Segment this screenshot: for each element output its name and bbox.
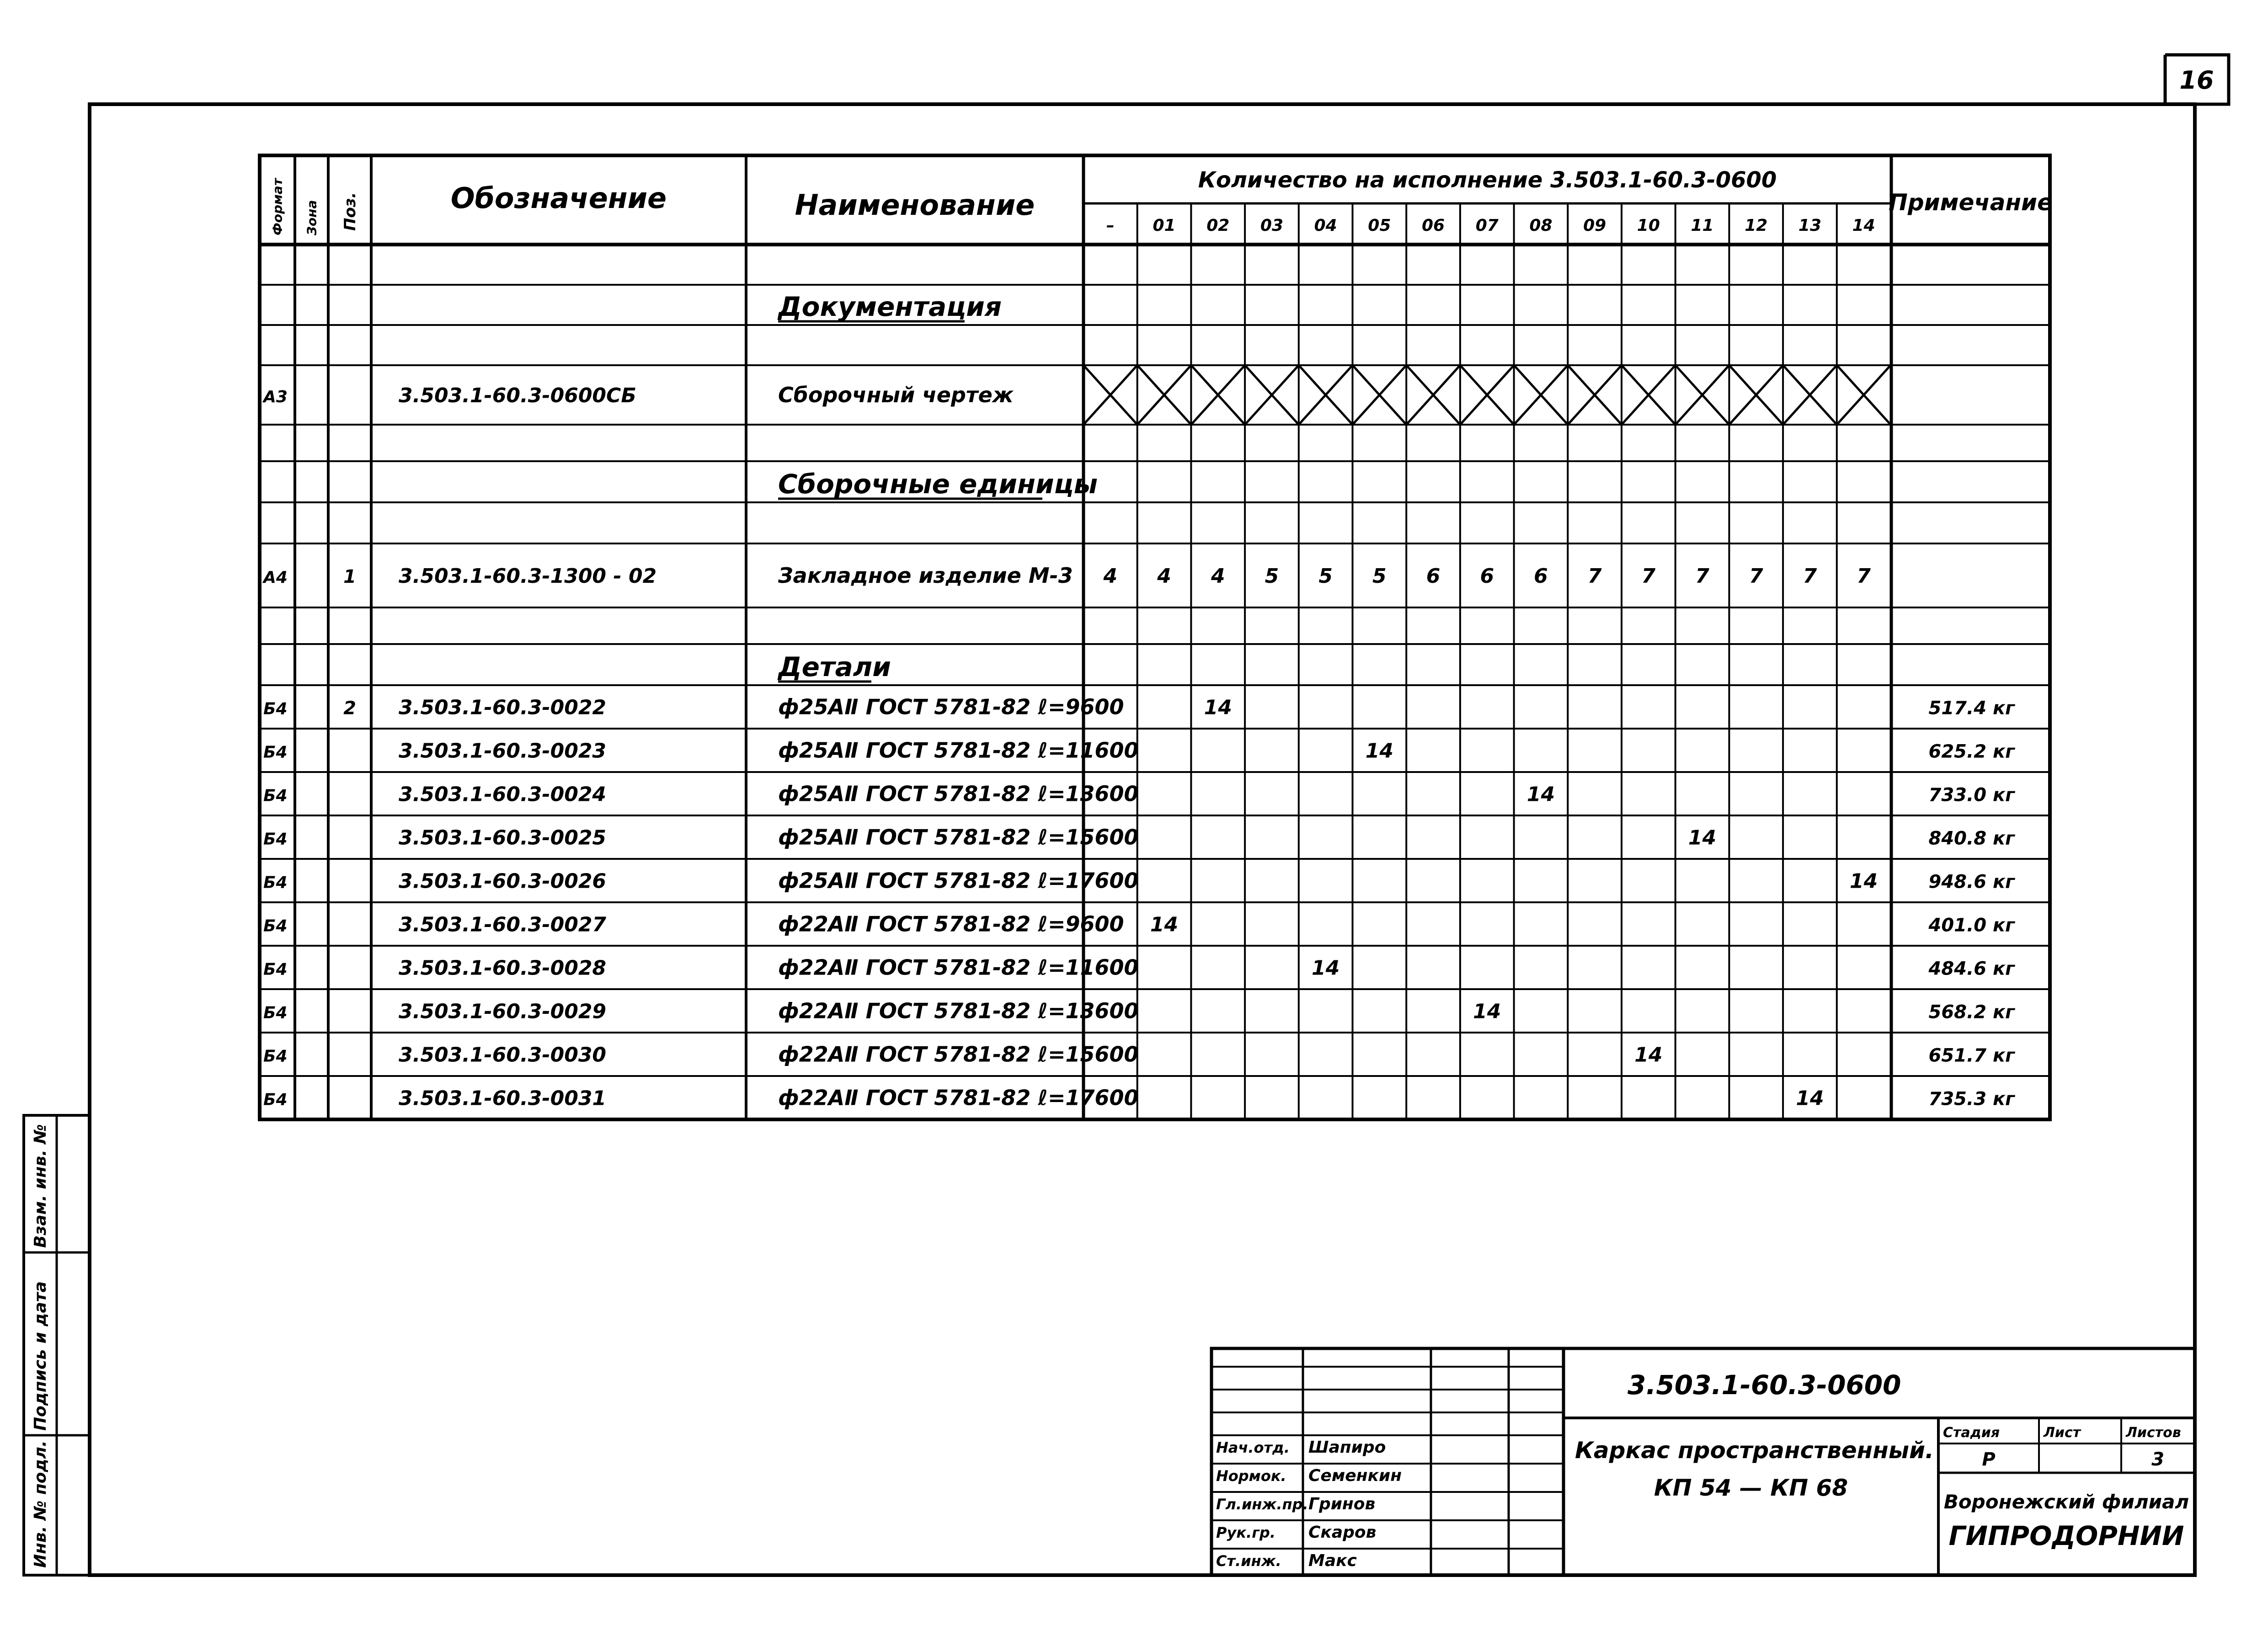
org-line-2: ГИПРОДОРНИИ	[1948, 1520, 2184, 1551]
row-note: 568.2 кг	[1928, 1001, 2015, 1023]
row-designation: 3.503.1-60.3-0030	[399, 1043, 607, 1067]
title-line-1: Каркас пространственный.	[1575, 1437, 1934, 1464]
staff-name: Шапиро	[1308, 1438, 1386, 1457]
sheet-label: Лист	[2044, 1425, 2081, 1441]
specification-table	[260, 155, 2053, 1119]
row-name: ф25АⅡ ГОСТ 5781-82 ℓ=15600	[778, 825, 1139, 850]
column-header-07: 07	[1475, 216, 1499, 235]
row-designation: 3.503.1-60.3-0031	[399, 1087, 607, 1110]
staff-rows	[1216, 1438, 1402, 1570]
qty-cell: 4	[1157, 565, 1171, 588]
qty-cell: 14	[1526, 783, 1555, 806]
qty-cell: 4	[1211, 565, 1225, 588]
row-note: 625.2 кг	[1928, 741, 2015, 762]
column-header-base: –	[1106, 216, 1115, 235]
qty-cell: 5	[1372, 565, 1387, 588]
staff-role: Ст.инж.	[1216, 1552, 1281, 1570]
header-designation: Обозначение	[450, 181, 667, 215]
row-format: Б4	[263, 830, 288, 849]
qty-cell: 6	[1534, 565, 1548, 588]
row-format: А3	[263, 388, 288, 406]
qty-cell: 14	[1473, 1000, 1501, 1023]
row-name: ф22АⅡ ГОСТ 5781-82 ℓ=13600	[778, 998, 1139, 1023]
row-name: ф22АⅡ ГОСТ 5781-82 ℓ=11600	[778, 955, 1139, 980]
staff-name: Семенкин	[1308, 1466, 1402, 1485]
title-block	[1211, 1348, 2195, 1575]
row-pos: 1	[343, 566, 356, 587]
section-heading: Детали	[778, 651, 891, 682]
staff-role: Рук.гр.	[1216, 1524, 1275, 1541]
qty-cell: 14	[1365, 739, 1393, 763]
side-stamp-label-2: Подпись и дата	[31, 1281, 50, 1431]
row-designation: 3.503.1-60.3-0027	[399, 913, 607, 937]
side-stamp	[24, 1115, 90, 1575]
staff-name: Макс	[1308, 1551, 1357, 1570]
column-header-05: 05	[1368, 216, 1391, 235]
row-name: ф22АⅡ ГОСТ 5781-82 ℓ=15600	[778, 1042, 1139, 1067]
org-line-1: Воронежский филиал	[1943, 1491, 2189, 1513]
qty-cell: 7	[1695, 565, 1709, 588]
row-note: 651.7 кг	[1928, 1045, 2015, 1066]
row-name: Закладное изделие М-3	[778, 563, 1073, 588]
qty-cell: 6	[1426, 565, 1441, 588]
qty-cell: 7	[1857, 565, 1871, 588]
qty-cell: 6	[1480, 565, 1494, 588]
row-format: Б4	[263, 699, 288, 719]
qty-cell: 14	[1312, 956, 1340, 980]
row-name: ф25АⅡ ГОСТ 5781-82 ℓ=11600	[778, 738, 1139, 763]
side-stamp-label-1: Инв. № подл.	[31, 1440, 50, 1568]
header-note: Примечание	[1888, 189, 2053, 216]
row-name: ф25АⅡ ГОСТ 5781-82 ℓ=13600	[778, 781, 1139, 806]
qty-cell: 14	[1634, 1043, 1663, 1067]
column-header-08: 08	[1529, 216, 1553, 235]
row-designation: 3.503.1-60.3-0024	[399, 783, 607, 806]
header-zone: Зона	[304, 200, 320, 235]
row-format: А4	[263, 568, 288, 587]
row-format: Б4	[263, 743, 288, 762]
sheets-value: 3	[2151, 1449, 2164, 1470]
row-note: 735.3 кг	[1928, 1088, 2015, 1110]
column-header-06: 06	[1421, 216, 1445, 235]
qty-cell: 14	[1796, 1087, 1824, 1110]
header-name: Наименование	[795, 188, 1035, 222]
column-header-12: 12	[1745, 216, 1768, 235]
qty-cell: 7	[1587, 565, 1602, 588]
column-header-04: 04	[1314, 216, 1337, 235]
row-designation: 3.503.1-60.3-0600СБ	[399, 384, 636, 407]
row-designation: 3.503.1-60.3-0023	[399, 739, 607, 763]
qty-cell: 7	[1749, 565, 1763, 588]
column-header-10: 10	[1637, 216, 1660, 235]
staff-role: Нормок.	[1216, 1467, 1286, 1485]
qty-cell: 14	[1688, 826, 1717, 850]
row-designation: 3.503.1-60.3-0025	[399, 826, 607, 850]
stage-label: Стадия	[1943, 1425, 2000, 1441]
column-header-02: 02	[1206, 216, 1230, 235]
section-heading: Сборочные единицы	[778, 469, 1098, 500]
row-format: Б4	[263, 1003, 288, 1023]
row-pos: 2	[343, 698, 356, 719]
row-note: 733.0 кг	[1928, 784, 2015, 806]
qty-cell: 14	[1150, 913, 1179, 937]
sheet-number: 16	[2179, 66, 2214, 95]
row-name: ф22АⅡ ГОСТ 5781-82 ℓ=17600	[778, 1085, 1139, 1110]
qty-cell: 4	[1103, 565, 1118, 588]
header-pos: Поз.	[341, 192, 359, 231]
row-designation: 3.503.1-60.3-0028	[399, 956, 607, 980]
title-doc-code: 3.503.1-60.3-0600	[1628, 1369, 1901, 1401]
qty-cell: 14	[1204, 696, 1232, 719]
staff-name: Гринов	[1308, 1495, 1376, 1513]
row-name: ф25АⅡ ГОСТ 5781-82 ℓ=17600	[778, 868, 1139, 893]
row-name: ф25АⅡ ГОСТ 5781-82 ℓ=9600	[778, 694, 1124, 719]
column-header-03: 03	[1260, 216, 1284, 235]
row-format: Б4	[263, 786, 288, 805]
row-designation: 3.503.1-60.3-0029	[399, 1000, 607, 1023]
section-heading: Документация	[778, 291, 1002, 322]
staff-name: Скаров	[1308, 1523, 1377, 1542]
column-header-13: 13	[1798, 216, 1822, 235]
row-note: 484.6 кг	[1928, 958, 2015, 980]
row-format: Б4	[263, 1047, 288, 1066]
column-header-14: 14	[1852, 216, 1875, 235]
row-format: Б4	[263, 916, 288, 936]
header-quantity: Количество на исполнение 3.503.1-60.3-0600	[1198, 167, 1777, 193]
qty-cell: 7	[1641, 565, 1656, 588]
sheets-label: Листов	[2126, 1425, 2181, 1441]
row-note: 840.8 кг	[1928, 828, 2015, 849]
qty-cell: 7	[1803, 565, 1817, 588]
column-header-09: 09	[1583, 216, 1606, 235]
stage-value: Р	[1982, 1449, 1996, 1470]
row-designation: 3.503.1-60.3-0026	[399, 869, 607, 893]
row-note: 948.6 кг	[1928, 871, 2015, 893]
row-format: Б4	[263, 873, 288, 892]
title-line-2: КП 54 — КП 68	[1654, 1475, 1848, 1501]
column-header-11: 11	[1691, 216, 1714, 235]
staff-role: Гл.инж.пр.	[1216, 1496, 1308, 1513]
sheet-number-box	[2165, 55, 2229, 104]
row-note: 517.4 кг	[1928, 698, 2015, 719]
staff-role: Нач.отд.	[1216, 1439, 1290, 1456]
row-format: Б4	[263, 960, 288, 979]
row-designation: 3.503.1-60.3-1300 - 02	[399, 565, 657, 588]
column-header-01: 01	[1153, 216, 1176, 235]
row-name: ф22АⅡ ГОСТ 5781-82 ℓ=9600	[778, 911, 1124, 937]
row-name: Сборочный чертеж	[778, 383, 1014, 407]
row-format: Б4	[263, 1090, 288, 1109]
qty-cell: 14	[1850, 869, 1878, 893]
header-format: Формат	[270, 178, 285, 235]
qty-cell: 5	[1265, 565, 1279, 588]
qty-cell: 5	[1318, 565, 1333, 588]
side-stamp-label-3: Взам. инв. №	[31, 1124, 50, 1248]
row-designation: 3.503.1-60.3-0022	[399, 696, 607, 719]
row-note: 401.0 кг	[1928, 915, 2015, 936]
